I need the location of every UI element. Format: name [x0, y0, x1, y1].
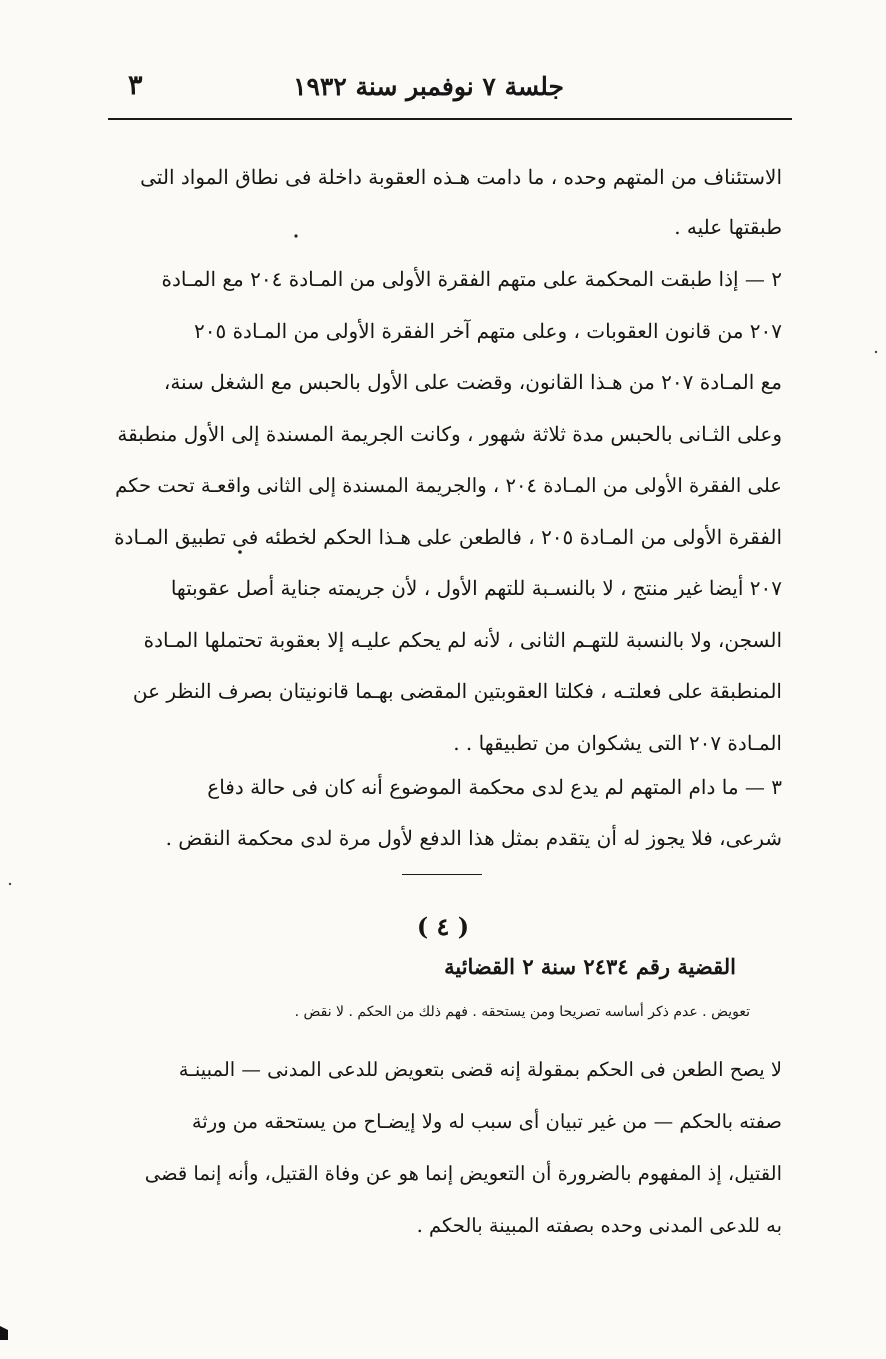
text-line: ٢ — إذا طبقت المحكمة على متهم الفقرة الأولى من المـادة ٢٠٤ مع المـادة — [161, 267, 782, 291]
text-line: السجن، ولا بالنسبة للتهـم الثانى ، لأنه لم يحكم عليـه إلا بعقوبة تحتملها المـادة — [143, 627, 782, 652]
text-line: وعلى الثـانى بالحبس مدة ثلاثة شهور ، وكانت الجريمة المسندة إلى الأول منطبقة — [117, 421, 782, 446]
text-line: الاستئناف من المتهم وحده ، ما دامت هـذه العقوبة داخلة فى نطاق المواد التى — [140, 165, 782, 189]
case-number: ( ٤ ) — [416, 912, 470, 941]
page-number: ٣ — [128, 70, 143, 101]
paragraph-continuation — [108, 152, 782, 252]
speck — [9, 883, 11, 885]
text-line: المـادة ٢٠٧ التى يشكوان من تطبيقها . . — [453, 730, 782, 755]
paragraph-ruling — [108, 1044, 782, 1252]
text-line: ٢٠٧ أيضا غير منتج ، لا بالنسـبة للتهم الأول ، لأن جريمته جناية أصل عقوبتها — [170, 576, 782, 600]
case-summary: تعويض . عدم ذكر أساسه تصريحا ومن يستحقه . فهم ذلك من الحكم . لا نقض . — [294, 1004, 750, 1020]
section-divider — [402, 874, 482, 875]
session-title: جلسة ٧ نوفمبر سنة ١٩٣٢ — [293, 72, 564, 101]
speck — [875, 351, 877, 353]
text-line: لا يصح الطعن فى الحكم بمقولة إنه قضى بتعويض للدعى المدنى — المبينـة — [178, 1058, 782, 1081]
edge-mark — [0, 1326, 8, 1340]
paragraph-principle-3 — [108, 762, 782, 864]
text-line: المنطبقة على فعلتـه ، فكلتا العقوبتين المقضى بهـما قانونيتان بصرف النظر عن — [132, 679, 782, 703]
text-line: مع المـادة ٢٠٧ من هـذا القانون، وقضت على الأول بالحبس مع الشغل سنة، — [163, 370, 782, 394]
case-reference: القضية رقم ٢٤٣٤ سنة ٢ القضائية — [444, 954, 736, 979]
text-line: طبقتها عليه . — [674, 215, 782, 239]
paragraph-principle-2 — [108, 254, 782, 769]
text-line: صفته بالحكم — من غير تبيان أى سبب له ولا إيضـاح من يستحقه من ورثة — [191, 1110, 782, 1133]
text-line: شرعى، فلا يجوز له أن يتقدم بمثل هذا الدفع لأول مرة لدى محكمة النقض . — [165, 826, 782, 850]
text-line: به للدعى المدنى وحده بصفته المبينة بالحكم . — [416, 1214, 782, 1237]
text-line: القتيل، إذ المفهوم بالضرورة أن التعويض إنما هو عن وفاة القتيل، وأنه إنما قضى — [144, 1162, 782, 1185]
text-line: على الفقرة الأولى من المـادة ٢٠٤ ، والجريمة المسندة إلى الثانى واقعـة تحت حكم — [115, 474, 782, 497]
header-rule — [108, 118, 792, 120]
text-line: الفقرة الأولى من المـادة ٢٠٥ ، فالطعن على هـذا الحكم لخطئه فى تطبيق المـادة — [114, 524, 782, 549]
text-line: ٢٠٧ من قانون العقوبات ، وعلى متهم آخر الفقرة الأولى من المـادة ٢٠٥ — [193, 318, 782, 343]
text-line: ٣ — ما دام المتهم لم يدع لدى محكمة الموضوع أنه كان فى حالة دفاع — [207, 775, 782, 799]
page-header — [108, 68, 792, 114]
